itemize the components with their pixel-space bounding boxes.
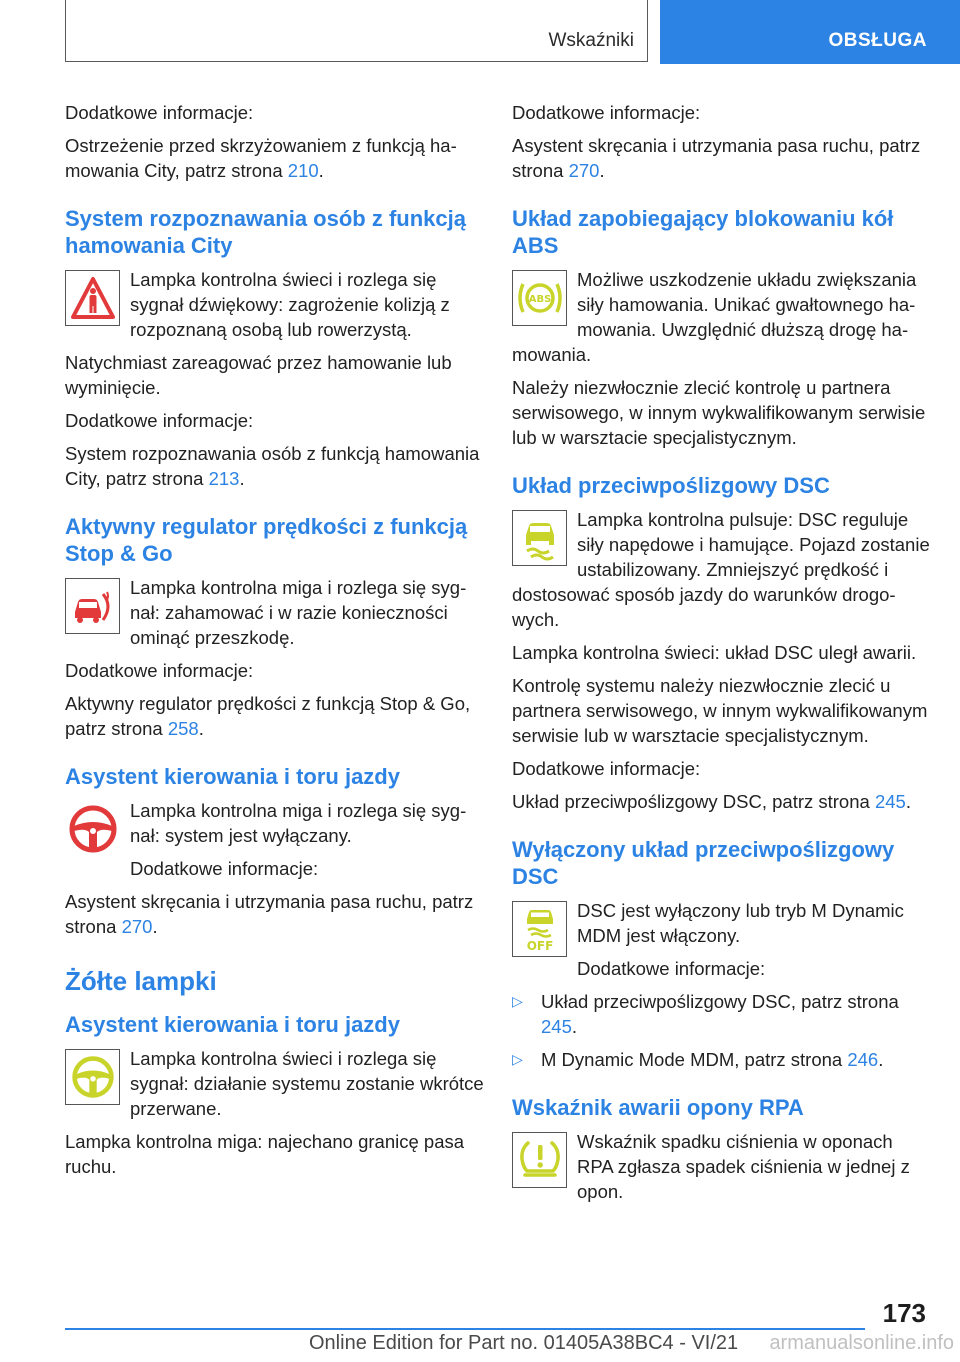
- warning-pedestrian: [65, 267, 485, 342]
- dsc-reference: Układ przeciwpoślizgowy DSC, patrz strona 245.: [512, 791, 911, 812]
- additional-info-label: Dodatkowe informacje:: [512, 758, 701, 779]
- page-link-270[interactable]: 270: [121, 916, 153, 937]
- stop-and-go-reference: Aktywny regulator prędkości z funkcją Stop & Go, patrz strona 258.: [65, 693, 471, 739]
- header-section-tab: [65, 0, 648, 62]
- svg-text:ABS: ABS: [528, 294, 551, 305]
- page-link-245[interactable]: 245: [874, 791, 906, 812]
- warning-text: Lampka kontrolna świeci i rozlega się sygnał dźwiękowy: zagrożenie kolizją z rozpoznaną osobą lub rowerzystą.: [130, 269, 450, 340]
- warning-dsc: [512, 507, 932, 632]
- warning-abs: [512, 267, 932, 367]
- section-title-stop-and-go: Aktywny regulator prędkości z funkcją Stop & Go: [65, 514, 468, 566]
- tire-pressure-icon: [512, 1132, 567, 1188]
- warning-lane-assist-yellow: [65, 1046, 485, 1121]
- body-text: Lampka kontrolna miga: najechano granicę pasa ruchu.: [65, 1131, 465, 1177]
- warning-stop-and-go: [65, 575, 485, 650]
- stop-and-go-warning-icon: [65, 578, 120, 634]
- warning-text: DSC jest wyłączony lub tryb M Dynamic MDM jest włączony.: [577, 900, 904, 946]
- body-text: Kontrolę systemu należy niezwłocznie zlecić u partnera serwisowego, w innym wykwalifikowanym serwisie lub w warsztacie specjalistycznym.: [512, 675, 928, 746]
- section-title-lane-assist-yellow: Asystent kierowania i toru jazdy: [65, 1012, 400, 1037]
- watermark: armanualsonline.info: [769, 1332, 954, 1354]
- warning-text: Lampka kontrolna miga i rozlega się sygnał: system jest wyłączany.: [130, 800, 467, 846]
- warning-rpa: [512, 1129, 932, 1204]
- additional-info-label: Dodatkowe informacje:: [65, 410, 254, 431]
- dsc-icon: [512, 510, 567, 566]
- list-item: ▷ Układ przeciwpoślizgowy DSC, patrz strona 245.: [512, 991, 899, 1037]
- warning-text: Lampka kontrolna świeci i rozlega się sygnał: działanie systemu zostanie wkrótce przerwane.: [130, 1048, 484, 1119]
- lane-keeping-reference: Asystent skręcania i utrzymania pasa ruchu, patrz strona 270.: [512, 135, 921, 181]
- bullet-arrow-icon: ▷: [512, 993, 523, 1009]
- abs-icon: [512, 270, 567, 326]
- bullet-arrow-icon: ▷: [512, 1051, 523, 1067]
- steering-wheel-yellow-icon: [65, 1049, 120, 1105]
- header-chapter-title: OBSŁUGA: [828, 30, 927, 51]
- page-link-245[interactable]: 245: [541, 1016, 572, 1037]
- left-column: [65, 100, 485, 1187]
- page-link-210[interactable]: 210: [287, 160, 319, 181]
- additional-info-label: Dodatkowe informacje:: [577, 958, 766, 979]
- section-title-lane-assist-red: Asystent kierowania i toru jazdy: [65, 764, 400, 789]
- page-link-246[interactable]: 246: [847, 1049, 879, 1070]
- lane-assist-reference: Asystent skręcania i utrzymania pasa ruchu, patrz strona 270.: [65, 891, 474, 937]
- header-chapter-tab: [660, 0, 960, 64]
- warning-text: Lampka kontrolna pulsuje: DSC reguluje siły napędowe i hamujące. Pojazd zostanie ustabilizowany. Zmniejszyć prędkość i dostosować sposób jazdy do warunków drogowych.: [512, 509, 930, 630]
- section-title-rpa: Wskaźnik awarii opony RPA: [512, 1095, 804, 1120]
- section-title-yellow-lamps: Żółte lampki: [65, 966, 217, 996]
- edition-note: Online Edition for Part no. 01405A38BC4 - VI/21: [309, 1332, 739, 1354]
- header-section-title: Wskaźniki: [548, 30, 634, 51]
- right-column: [512, 100, 932, 1212]
- svg-text:OFF: OFF: [526, 939, 553, 953]
- additional-info-label: Dodatkowe informacje:: [130, 858, 319, 879]
- warning-text: Lampka kontrolna miga i rozlega się sygnał: zahamować i w razie konieczności ominąć przeszkodę.: [130, 577, 467, 648]
- pedestrian-reference: System rozpoznawania osób z funkcją hamowania City, patrz strona 213.: [65, 443, 480, 489]
- warning-dsc-off: [512, 898, 932, 981]
- section-title-abs: Układ zapobiegający blokowaniu kół ABS: [512, 206, 894, 258]
- warning-lane-assist-red: [65, 798, 485, 881]
- warning-text: Możliwe uszkodzenie układu zwiększania siły hamowania. Unikać gwałtownego hamowania. Uwzględnić dłuższą drogę hamowania.: [512, 269, 917, 365]
- pedestrian-warning-icon: [65, 270, 120, 326]
- cross-traffic-reference: Ostrzeżenie przed skrzyżowaniem z funkcją hamowania City, patrz strona 210.: [65, 135, 457, 181]
- section-title-pedestrian-detection: System rozpoznawania osób z funkcją hamowania City: [65, 206, 466, 258]
- additional-info-label: Dodatkowe informacje:: [512, 102, 701, 123]
- page-link-213[interactable]: 213: [208, 468, 240, 489]
- additional-info-label: Dodatkowe informacje:: [65, 660, 254, 681]
- dsc-off-icon: [512, 901, 567, 957]
- body-text: Natychmiast zareagować przez hamowanie lub wyminięcie.: [65, 352, 452, 398]
- list-item: ▷ M Dynamic Mode MDM, patrz strona 246.: [512, 1049, 884, 1070]
- section-title-dsc-off: Wyłączony układ przeciwpoślizgowy DSC: [512, 837, 895, 889]
- warning-text: Wskaźnik spadku ciśnienia w oponach RPA zgłasza spadek ciśnienia w jednej z opon.: [577, 1131, 910, 1202]
- additional-info-label: Dodatkowe informacje:: [65, 102, 254, 123]
- steering-wheel-red-icon: [65, 801, 120, 857]
- body-text: Lampka kontrolna świeci: układ DSC uległ awarii.: [512, 642, 917, 663]
- page-number: 173: [882, 1298, 926, 1328]
- page-link-270[interactable]: 270: [568, 160, 600, 181]
- body-text: Należy niezwłocznie zlecić kontrolę u partnera serwisowego, w innym wykwalifikowanym serwisie lub w warsztacie specjalistycznym.: [512, 377, 926, 448]
- section-title-dsc: Układ przeciwpoślizgowy DSC: [512, 473, 830, 498]
- page-link-258[interactable]: 258: [167, 718, 199, 739]
- footer-divider: [65, 1328, 865, 1330]
